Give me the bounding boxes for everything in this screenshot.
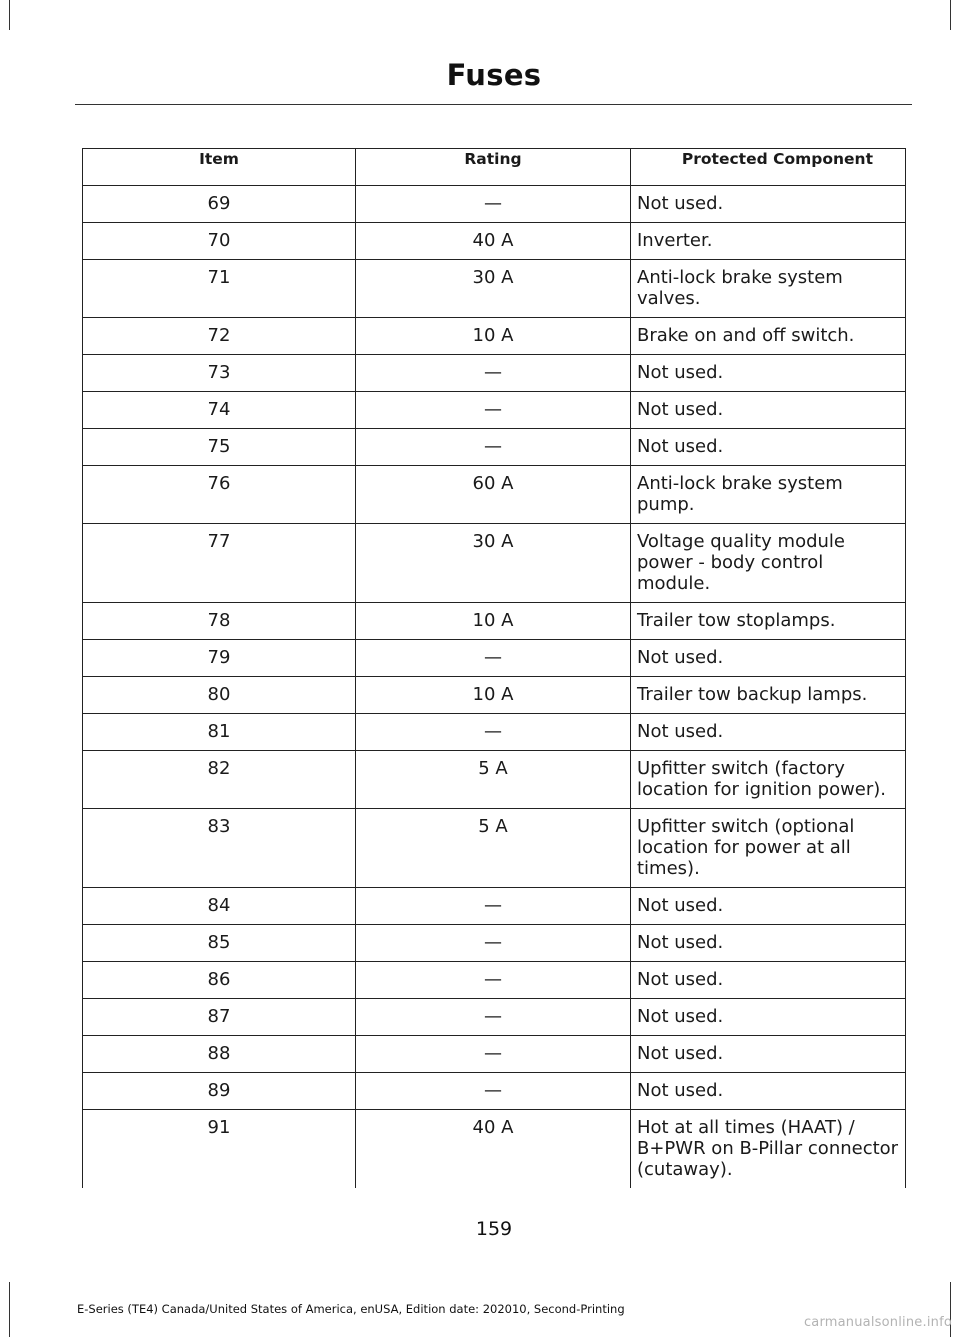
table-row: [83, 1110, 906, 1189]
table-row: [83, 1073, 906, 1110]
fuse-rating-cell: 5 A: [356, 809, 631, 888]
fuse-item-cell: 73: [83, 355, 356, 392]
fuse-item-cell: 85: [83, 925, 356, 962]
page-title: Fuses: [446, 58, 542, 92]
fuse-item-cell: 74: [83, 392, 356, 429]
fuse-component-cell: Anti-lock brake system valves.: [631, 260, 906, 318]
table-row: [83, 751, 906, 809]
fuse-rating-cell: —: [356, 392, 631, 429]
fuse-item-cell: 83: [83, 809, 356, 888]
fuse-rating-cell: 10 A: [356, 603, 631, 640]
table-header-row: [83, 149, 906, 186]
fuse-rating-cell: 10 A: [356, 677, 631, 714]
fuse-rating-cell: —: [356, 640, 631, 677]
fuse-item-cell: 86: [83, 962, 356, 999]
fuse-component-cell: Not used.: [631, 1036, 906, 1073]
fuse-item-cell: 81: [83, 714, 356, 751]
table-row: [83, 186, 906, 223]
table-body: [83, 186, 906, 1189]
table-row: [83, 466, 906, 524]
fuse-component-cell: Not used.: [631, 925, 906, 962]
fuse-rating-cell: —: [356, 429, 631, 466]
table-row: [83, 318, 906, 355]
fuse-item-cell: 76: [83, 466, 356, 524]
table-row: [83, 260, 906, 318]
fuse-component-cell: Trailer tow stoplamps.: [631, 603, 906, 640]
fuse-item-cell: 72: [83, 318, 356, 355]
fuse-component-cell: Trailer tow backup lamps.: [631, 677, 906, 714]
footer-edition-text: E-Series (TE4) Canada/United States of America, enUSA, Edition date: 202010, Second-Printing: [77, 1302, 625, 1316]
table-row: [83, 677, 906, 714]
fuse-component-cell: Hot at all times (HAAT) / B+PWR on B-Pillar connector (cutaway).: [631, 1110, 906, 1189]
table-row: [83, 392, 906, 429]
fuse-component-cell: Not used.: [631, 962, 906, 999]
fuse-component-cell: Not used.: [631, 1073, 906, 1110]
fuse-item-cell: 82: [83, 751, 356, 809]
page-number: 159: [475, 1218, 513, 1240]
table-row: [83, 888, 906, 925]
fuse-rating-cell: 30 A: [356, 260, 631, 318]
fuse-item-cell: 69: [83, 186, 356, 223]
fuse-item-cell: 77: [83, 524, 356, 603]
fuse-rating-cell: 40 A: [356, 223, 631, 260]
fuse-table: [82, 148, 906, 1188]
fuse-component-cell: Not used.: [631, 714, 906, 751]
fuse-rating-cell: 5 A: [356, 751, 631, 809]
fuse-component-cell: Not used.: [631, 186, 906, 223]
crop-mark: [950, 0, 951, 30]
fuse-rating-cell: —: [356, 186, 631, 223]
fuse-rating-cell: —: [356, 1073, 631, 1110]
fuse-item-cell: 84: [83, 888, 356, 925]
table-row: [83, 809, 906, 888]
fuse-component-cell: Not used.: [631, 429, 906, 466]
fuse-item-cell: 87: [83, 999, 356, 1036]
fuse-component-cell: Inverter.: [631, 223, 906, 260]
table-row: [83, 429, 906, 466]
fuse-component-cell: Not used.: [631, 392, 906, 429]
fuse-rating-cell: —: [356, 888, 631, 925]
fuse-item-cell: 71: [83, 260, 356, 318]
header-protected-component: Protected Component: [631, 149, 906, 186]
crop-mark: [9, 1282, 10, 1337]
fuse-rating-cell: —: [356, 999, 631, 1036]
table-row: [83, 1036, 906, 1073]
fuse-component-cell: Not used.: [631, 999, 906, 1036]
fuse-item-cell: 75: [83, 429, 356, 466]
fuse-item-cell: 70: [83, 223, 356, 260]
fuse-rating-cell: —: [356, 1036, 631, 1073]
fuse-component-cell: Not used.: [631, 640, 906, 677]
table-row: [83, 640, 906, 677]
table-row: [83, 999, 906, 1036]
table-row: [83, 524, 906, 603]
crop-mark: [9, 0, 10, 30]
fuse-component-cell: Upfitter switch (optional location for power at all times).: [631, 809, 906, 888]
fuse-component-cell: Anti-lock brake system pump.: [631, 466, 906, 524]
fuse-component-cell: Not used.: [631, 355, 906, 392]
table-row: [83, 925, 906, 962]
fuse-item-cell: 79: [83, 640, 356, 677]
fuse-rating-cell: —: [356, 962, 631, 999]
fuse-item-cell: 89: [83, 1073, 356, 1110]
fuse-rating-cell: 60 A: [356, 466, 631, 524]
fuse-component-cell: Upfitter switch (factory location for ignition power).: [631, 751, 906, 809]
fuse-item-cell: 80: [83, 677, 356, 714]
header-rating: Rating: [356, 149, 631, 186]
fuse-rating-cell: 40 A: [356, 1110, 631, 1189]
fuse-rating-cell: —: [356, 925, 631, 962]
fuse-item-cell: 88: [83, 1036, 356, 1073]
fuse-component-cell: Not used.: [631, 888, 906, 925]
fuse-component-cell: Voltage quality module power - body control module.: [631, 524, 906, 603]
title-divider: [75, 104, 912, 105]
fuse-item-cell: 78: [83, 603, 356, 640]
watermark: carmanualsonline.info: [803, 1315, 952, 1330]
table-row: [83, 714, 906, 751]
table-row: [83, 962, 906, 999]
fuse-item-cell: 91: [83, 1110, 356, 1189]
fuse-rating-cell: 30 A: [356, 524, 631, 603]
table-row: [83, 223, 906, 260]
table-row: [83, 603, 906, 640]
fuse-rating-cell: 10 A: [356, 318, 631, 355]
fuse-rating-cell: —: [356, 714, 631, 751]
fuse-component-cell: Brake on and off switch.: [631, 318, 906, 355]
table-row: [83, 355, 906, 392]
fuse-rating-cell: —: [356, 355, 631, 392]
header-item: Item: [83, 149, 356, 186]
